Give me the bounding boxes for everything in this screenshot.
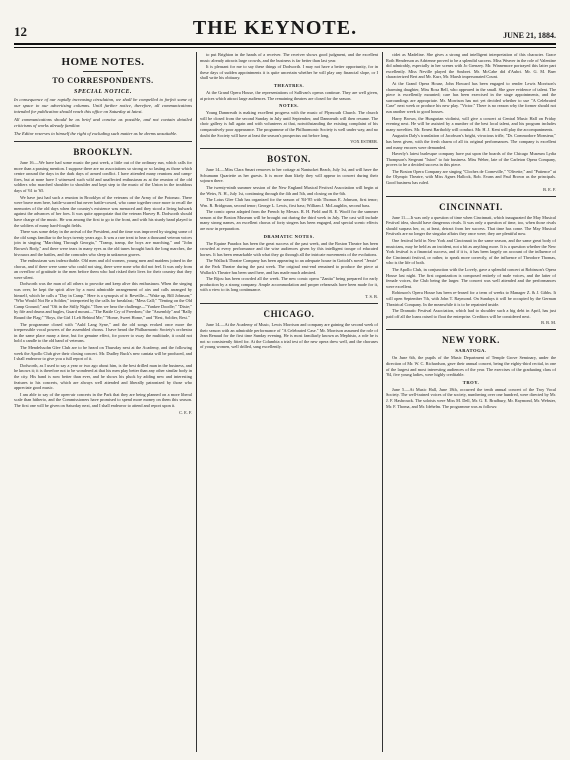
- theatres-text-block: [200, 90, 378, 101]
- cincinnati-article: [386, 215, 556, 320]
- masthead: [14, 18, 556, 40]
- article-paragraph: Augustin Daly's translation of Jacobson's bright, vivacious trifle, "Dr. Commodore Monsieur," has been given, with the fresh charm of all its original performances. The company is excellent and many encores were demanded.: [386, 133, 556, 150]
- theatre-article: [200, 52, 378, 81]
- notes-text-block: [200, 110, 378, 138]
- article-paragraph: It is pleasant for me to say these things of Dodworth. I may not have a better opportunity, for in these days of sudden appointments it is quite uncertain whether he will play any financial slope, or I shall write his obituary.: [200, 64, 378, 81]
- article-paragraph: The Mendelssohn Glee Club are to be heard on Thursday next at the Academy, and the following week the Apollo Club give their closing concert. Mr. Dudley Buck's new cantata will be produced, and I shall endeavor to give you a full report of it.: [14, 345, 192, 362]
- article-paragraph: The Wallack Theatre Company has been appearing to an adequate house in Gottold's novel "Jessie" at the Park Theatre during the past week. The original east-end remained to produce the piece at Wallack's Theatre has been used here, and has made much admired.: [200, 258, 378, 275]
- saratoga-text-block: [386, 355, 556, 377]
- article-paragraph: Dodworth was the man of all others to provoke and keep alive this enthusiasm. When the singing was over, he kept the spirit alive by a most admirable arrangement of airs and calls arranged by himself, which he calls a "Day in Camp." Here is a synopsis of it: Reveille—"Wake up, Bill Johnson;" "Who Would Not Be a Soldier," interpreted by the calls for breakfast; "Mess Call;" "Tenting on the Old Camp Ground;" and "Oft in the Stilly Night." Then we hear the challenge—"Yankee Doodle;" "Dixie;" by fife and drums and bugles, Guard mount—"The Battle Cry of Freedom;" the "Assembly" and "Rally Round the Flag;" "Boys, the Girl I Left Behind Me;" "Home, Sweet Home," and "Rest, Soldier, Rest.": [14, 281, 192, 321]
- column-right: [386, 52, 556, 752]
- article-paragraph: June 16.—We have had some music the past week, a little out of the ordinary run, which calls for more than a passing mention. I suppose there are no associations so strong or so lasting as those which centre around the days in the dark days of armed conflict. I have attended many reunions and camp-fires, but at none have I witnessed such wild and unaffected enthusiasm as at the reunion of the old soldiers who marched shoulder to shoulder and kept step to the music of the Union in the troublous days of '61 to '65.: [14, 160, 192, 193]
- article-paragraph: Harry Brown, the Hungarian violinist, will give a concert at Central Music Hall on Friday evening next. He will be assisted by a number of the best local talent, and his program includes many novelties. Mr. Ernest Bartholdy will conduct. Mr. H. J. Kent will play the accompaniments.: [386, 115, 556, 132]
- article-paragraph: The Apollo Club, in conjunction with the Lovely, gave a splendid concert at Robinson's Opera House last night. The first organization is composed entirely of male voices, and the latter of female voices, the Club being the larger. The concert was well attended and the performances were excellent.: [386, 267, 556, 289]
- cincinnati-title: CINCINNATI.: [439, 201, 503, 212]
- article-paragraph: Haverly's latest burlesque company have put upon the boards of the Chicago Museum Lydia Thompson's Sergeant "Ixion" to fair business. Miss Weber, late of the Carleton Opera Company, proves to be a decided success in this piece.: [386, 151, 556, 168]
- article-paragraph: The comic opera adapted from the French by Messrs. R. H. Field and B. E. Woolf for the summer season at the Boston Museum will be brought out during the third week in July. The cast will include many strong names, an excellent chorus of forty singers has been engaged, and special scenic effects are now in preparation.: [200, 209, 378, 232]
- theatre-signature: VOX ESTHER.: [350, 139, 378, 145]
- boston-title: BOSTON.: [267, 154, 311, 165]
- article-paragraph: At the Grand Opera House, John Howard has been engaged to render Lewis Morrison's charming daughter, Miss Rosa Bell, who appeared in the small. She gave evidence of talent. The piece is excellently mounted; care has been exercised in the stage appointments, and the surroundings are appropriate. Mr. Morrison has not yet decided whether to use "A Celebrated Case" next week or produce his new play. "Victor." There is no reason why the former should not run another week to good houses.: [386, 80, 556, 114]
- article-paragraph: June 14.—Miss Clara Smart removes to her cottage at Nantucket Beach, July 1st, and will have the Schumann Quartette as her guests. It is more than likely they will appear in concert during their sojourn there.: [200, 167, 378, 184]
- troy-text-block: [386, 387, 556, 409]
- article-paragraph: We have just had such a reunion in Brooklyn of the veterans of the Army of the Potomac. There were brave men here, battle-scarred but never battle-cowed, who came together once more to recall the memories of the old days when the country's existence was menaced and they stood a living bulwark against the advances of her foes. It was quite appropriate that the veteran Harvey B. Dodworth should have charge of the music. He was among the first to go to the front, and with his sturdy band played to the soldiers of many hard-fought fields.: [14, 194, 192, 228]
- brooklyn-signature: C. E. F.: [179, 409, 192, 415]
- column-divider: [196, 52, 197, 752]
- chicago-article: [200, 322, 378, 350]
- article-paragraph: Robinson's Opera House has been re-leased for a term of weeks to Manager Z. & J. Gibbs. It will open September 7th, with John T. Raymond. On Sundays it will be occupied by the German Theatrical Company. In the meanwhile it is to be repainted inside.: [386, 290, 556, 307]
- masthead-rule-thin: [14, 47, 556, 48]
- article-paragraph: to put Brighton in the hands of a receiver. The receiver shows good judgment, and the excellent music already attracts large crowds, and the business is far better than last year.: [200, 52, 378, 63]
- article-paragraph: The programme closed with "Auld Lang Syne," and the old songs evoked once more the irrepressible vocal powers of the assembled chorus. I have heard the Philharmonic Society's orchestra in the same place many a time, but for genuine effect, for power to sway the multitude, it could not hold a candle to the old band of veterans.: [14, 321, 192, 344]
- article-paragraph: Young Dannreuth is making excellent progress with the music of Plymouth Church. The church will be closed from the second Sunday in July until September, and Dannreuth will then resume. The choir gallery is full again and with volunteers at that, notwithstanding the existing complaint of his comparatively poor appearance. The programme of the Philharmonic Society is well under way, and no doubt the Society will have at least the season's prospectus out before long.: [200, 110, 378, 138]
- masthead-rule-thick: [14, 43, 556, 45]
- chicago-continued: [386, 52, 556, 186]
- page-number: 12: [14, 24, 27, 39]
- article-paragraph: One festival held in New York and Cincinnati in the same season, and the same great body of musicians, may be held as an incident, not a bit as anything more. It is a question whether the New York festival is a financial success, and if it is, it has been largely on account of the influence of the Cincinnati festival, or rather, to speak more correctly, of the influence of Theodore Thomas, who is the life of both.: [386, 238, 556, 266]
- divider: [200, 303, 378, 304]
- newspaper-title: THE KEYNOTE.: [192, 17, 358, 39]
- article-paragraph: Dodworth, as I used to say a year or two ago about him, is the best drilled man in the business, and he knows it; it is therefore not to be wondered at that his men play better than any other similar body in the city. His band is now better than ever, and he shows his pluck by adding new and interesting features to his concerts, which are always well attended and liberally patronized by those who appreciate good music.: [14, 362, 192, 391]
- dramatic-notes: [200, 241, 378, 293]
- article-paragraph: I am able to say of the open-air concerts in the Park that they are being planned on a more liberal scale than hitherto, and the Commissioners have promised to spend more money on them this season. The first one will be given on Saturday next, and I shall endeavor to attend and report upon it.: [14, 391, 192, 408]
- divider: [386, 196, 556, 197]
- correspondents-title: TO CORRESPONDENTS.: [52, 76, 154, 85]
- brevity-notice: All communications should be as brief and concise as possible, and not contain detailed criticisms of works already familiar.: [14, 117, 192, 128]
- chicago-title: CHICAGO.: [263, 309, 315, 319]
- column-left: [14, 52, 192, 752]
- article-paragraph: There was some delay in the arrival of the President, and the time was improved by singing some of the old songs familiar to the boys twenty years ago. It was a rare treat to hear a thousand veteran voices join in singing "Marching Through Georgia," "Tramp, tramp, the boys are marching," and "John Brown's Body," and there were tears in many eyes as the old tunes brought back the long marches, the bivouacs and the battles, and the comrades who sleep in unknown graves.: [14, 229, 192, 257]
- divider: [200, 148, 378, 149]
- article-paragraph: June 14.—At the Academy of Music, Lewis Morrison and company are gaining the second week of their season with an admirable performance of "A Celebrated Case." Mr. Morrison assumed the role of Jean Renaud for the first time Sunday evening. He is most familiarly known as Mephisto, a role he is not so consistently fitted for. At the Columbia a trial test of the new opera drew well, and the choruses of young women, well drilled, sang excellently.: [200, 322, 378, 350]
- article-paragraph: cidet as Madeline. She gives a strong and intelligent interpretation of this character. Grace Roth Henderson as Adrienne proved to be a splendid success. Miss Weaver in the role of Valentine did admirably, especially in her scenes with Jo Grenzey. Mr. Winnemore portrayed this latter part excellently. Miss Neville played the Soubret. Mr. McCabe did d'Aubri. Mr. G. M. Baer characterized Bert and Mr. Kurr, Mr. Marsh impersonated Count.: [386, 52, 556, 80]
- article-paragraph: On June 6th, the pupils of the Music Department of Temple Grove Seminary, under the direction of Mr. W. C. Richardson, gave their annual concert, being the eighty-third recital, in one of the largest and most interesting audiences of the year. The exercises of the graduating class of '84, five young ladies, were highly creditable.: [386, 355, 556, 378]
- article-paragraph: June 11.—It was only a question of time when Cincinnati, which inaugurated the May Musical Festival idea, should have dangerous rivals. It was only a question of time, too, when those rivals should surpass her, or, at least, detract from her success. That time has come. The May Musical Festivals are no longer the singular affairs they once were; they are plentiful now.: [386, 214, 556, 237]
- editor-rights-notice: The Editor reserves to himself the right of excluding such matter as he deems unsuitable.: [14, 131, 178, 136]
- theatres-subhead: THEATRES.: [273, 82, 305, 88]
- brooklyn-title: BROOKLYN.: [73, 147, 133, 157]
- cincinnati-signature: B. B. M.: [541, 320, 556, 326]
- boston-signature: T. S. B.: [365, 294, 378, 299]
- column-middle: [200, 52, 378, 752]
- article-paragraph: The twenty-ninth summer session of the New England Musical Festival Association will begin at the Weirs, N. H., July 1st, continuing through the 4th and 5th, and closing on the 6th.: [200, 184, 378, 196]
- chicago-signature: B. E. F.: [543, 186, 556, 192]
- article-paragraph: The Boston Opera Company are singing "Cloches de Corneville," "Olivette," and "Patience" at the Olympic Theatre, with Miss Agnes Hallock, Rob. Evans and Paul Brown as the principals. Good business has ruled.: [386, 168, 556, 186]
- column-divider: [382, 52, 383, 752]
- article-paragraph: The Lotus Glee Club has organized for the season of '84-'85 with Thomas E. Johnson, first tenor; Wm. R. Bridgman, second tenor; George L. Lewis, first bass; William J. McLaughlin, second bass.: [200, 197, 378, 208]
- new-york-title: NEW YORK.: [442, 335, 500, 346]
- article-paragraph: The enthusiasm was indescribable. Old men and old women, young men and maidens joined in the chorus, and if there were some who could not sing, there were none who did not feel. It was only from an overflow of gratitude to the men before them who had risked their lives for their country that they were silent.: [14, 258, 192, 280]
- divider: [14, 141, 192, 142]
- brooklyn-article: [14, 160, 192, 409]
- article-paragraph: June 5.—At Music Hall, June 18th, occurred the tenth annual concert of the Troy Vocal Society. The well-trained voices of the society, numbering over one hundred, were directed by Mr. J. F. Hasbrouck. The soloists were Miss M. Dell, Mr. G. E. Bradbury, Mr. Raymond, Mr. Webster, Mr. F. Thoma, and Mr. Idehelm. The programme was as follows:: [386, 386, 556, 409]
- article-paragraph: The Bijou has been crowded all the week. The new comic opera "Zanita" being prepared for early production by a strong company. Ample accommodation and proper rehearsals have been made for it, with a view to its long continuance.: [200, 276, 378, 293]
- troy-subhead: TROY.: [462, 379, 480, 385]
- issue-date: JUNE 21, 1884.: [503, 31, 556, 40]
- dramatic-notes-subhead: DRAMATIC NOTES.: [263, 233, 315, 239]
- special-notice-text: In consequence of our rapidly increasing circulation, we shall be compelled to forfeit some of our space to our advertising columns. Until further notice, therefore, all communications intended for publication should reach this office on Saturday at latest.: [14, 97, 192, 114]
- article-paragraph: The Dramatic Festival Association, which had to shoulder such a big debt in April, has just paid off all the loans raised to float the enterprise. Creditors will be considered next.: [386, 308, 556, 319]
- notes-subhead: NOTES.: [279, 103, 299, 109]
- home-notes-title: HOME NOTES.: [61, 56, 145, 68]
- divider: [386, 329, 556, 330]
- article-paragraph: The Equine Paradox has been the great success of the past week, and the Boston Theatre has been crowded at every performance and the wise audiences given by this intelligent troupe of educated horses. It has been remarkable with what they go through all the intricate movements of the evolutions.: [200, 240, 378, 257]
- saratoga-subhead: SARATOGA.: [455, 348, 487, 354]
- divider: [83, 71, 123, 72]
- boston-article: [200, 167, 378, 232]
- special-notice-title: SPECIAL NOTICE.: [74, 89, 132, 95]
- article-paragraph: At the Grand Opera House, the representations of Sullivan's operas continue. They are well given, at prices which attract large audiences. The remaining theatres are closed for the season.: [200, 89, 378, 101]
